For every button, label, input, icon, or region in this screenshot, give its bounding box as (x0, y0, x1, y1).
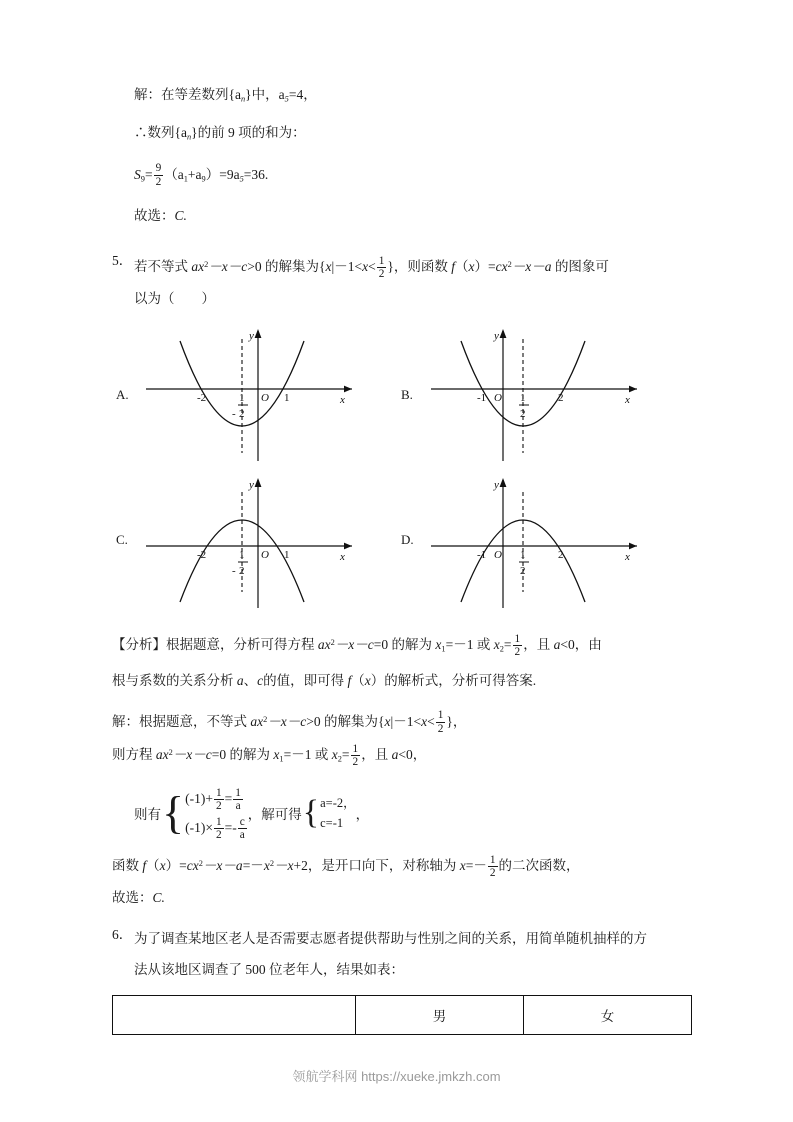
sol5-l2e: ，且 (361, 747, 392, 762)
sys-eq1-frac2 (233, 787, 243, 813)
solution4-line1-sub: n (240, 94, 246, 104)
sys-eq2-f1n: 1 (215, 815, 222, 828)
analysis-frac-den: 2 (514, 646, 521, 659)
q5-expr-c: cx (495, 259, 508, 275)
sol5-l3e4: －x－a (202, 858, 243, 874)
analysis-e2: －x－c (334, 637, 374, 653)
graph-option-b[interactable] (397, 321, 682, 466)
left-brace-icon: { (162, 787, 185, 839)
sys-eq2-b: =- (224, 820, 237, 836)
q5-text-c: |－1< (331, 259, 363, 275)
question6-body (134, 923, 682, 985)
svg-text:2: 2 (558, 392, 564, 405)
sol5-l3e1: f (142, 858, 147, 874)
analysis-l2a: 根与系数的关系分析 (112, 672, 237, 688)
formula-eq: = (144, 166, 153, 182)
solution4-line1 (112, 78, 682, 116)
svg-text:2: 2 (558, 549, 564, 562)
graph-a-label: A. (116, 387, 129, 403)
sol5-l1e3: x (384, 713, 391, 729)
table-header-female: 女 (524, 995, 692, 1034)
analysis-l2e2: c (257, 672, 264, 688)
left-brace-2-icon: { (302, 794, 320, 832)
sol5-l1e: }， (446, 713, 467, 729)
q5-text-e: }，则函数 (387, 259, 452, 275)
svg-text:-2: -2 (197, 549, 207, 562)
svg-text:x: x (340, 551, 345, 564)
sol5-l2e5: a (391, 747, 399, 762)
analysis-tag: 【分析】 (112, 637, 166, 653)
sol5-l3g: 的二次函数， (498, 858, 580, 874)
solution4-line2 (112, 116, 682, 154)
q5-expr-x2: x (362, 259, 369, 275)
footer-watermark: 领航学科网 https://xueke.jmkzh.com (292, 1069, 501, 1084)
sys-eq2-frac2 (238, 816, 247, 842)
analysis-t4: = (503, 637, 512, 653)
q5-expr-c-sup: 2 (507, 259, 512, 269)
q5-expr-x3: x (468, 259, 475, 275)
solution4-answer (112, 199, 682, 233)
system-eq-1 (185, 784, 248, 813)
sol5-l2e3-sub: 1 (279, 754, 284, 764)
table-row (113, 995, 692, 1034)
analysis-t5: ，且 (523, 637, 554, 653)
sol5-l1e1: ax (250, 713, 264, 729)
sol5-l1-frac-den: 2 (437, 722, 444, 735)
svg-text:y: y (494, 330, 499, 343)
sol5-l3-frac-den: 2 (489, 867, 496, 880)
svg-text:-2: -2 (197, 392, 207, 405)
solution4-formula (112, 155, 682, 199)
sys-eq1-frac1 (214, 787, 224, 813)
sol5-l2c: =－1 或 (283, 747, 332, 762)
sol5-l2d: = (341, 747, 350, 762)
sol5-l3a: 函数 (112, 858, 143, 874)
analysis-t1: 根据题意，分析可得方程 (166, 637, 318, 653)
sol5-l3d: =－ (242, 858, 264, 874)
sys-eq1-f2n: 1 (235, 786, 241, 799)
svg-text:-1: -1 (477, 392, 487, 405)
sol5-l1e2: －x－c (267, 713, 307, 729)
sys-eq1-b: = (224, 791, 233, 807)
sol5-l2b: =0 的解为 (211, 747, 274, 762)
survey-table (112, 995, 692, 1035)
analysis-block (112, 627, 682, 665)
sol5-l1d: < (427, 713, 435, 729)
q5-text-h: 的图象可 (551, 259, 609, 275)
sys-prefix: 则有 (134, 807, 161, 823)
document-content (112, 78, 682, 1035)
svg-text:x: x (625, 551, 630, 564)
table-header-blank (113, 995, 356, 1034)
sol5-l2e4-sub: 2 (337, 754, 342, 764)
sol5-l1a: 解：根据题意，不等式 (112, 713, 251, 729)
solution5-system (112, 784, 682, 842)
solution4-line1-end: =4， (288, 87, 317, 102)
svg-text:O: O (261, 392, 269, 405)
svg-text:y: y (249, 330, 254, 343)
sol5-l3e6: －x (274, 858, 294, 874)
sol5-l2f: <0， (398, 747, 427, 762)
solution5-line3 (112, 848, 682, 881)
graph-a-plot (140, 321, 370, 466)
sol5-l2e2: －x－c (172, 747, 212, 762)
svg-text:O: O (494, 549, 502, 562)
analysis-line2 (112, 665, 682, 696)
q6-line1: 为了调查某地区老人是否需要志愿者提供帮助与性别之间的关系，用简单随机抽样的方 (134, 930, 647, 946)
sys-eq2-a: (-1)× (185, 820, 213, 836)
sys-eq2-f2d: a (239, 829, 245, 842)
solution5-answer-label: 故选： (112, 889, 153, 905)
solution5-answer-choice: C. (152, 889, 165, 905)
q5-expr-a: ax (191, 259, 205, 275)
formula-frac-den: 2 (155, 175, 162, 188)
solution4-answer-choice: C. (174, 207, 187, 223)
q5-expr-x: x (325, 259, 332, 275)
sol5-l3e5: x (263, 858, 270, 874)
question6-number: 6． (112, 926, 133, 942)
solution4-line2-sub: n (186, 132, 192, 142)
sol5-l2-frac-den: 2 (352, 755, 359, 768)
question6 (112, 923, 682, 985)
svg-text:1: 1 (284, 549, 290, 562)
svg-text:x: x (625, 394, 630, 407)
q5-expr-b: －x－c (208, 259, 248, 275)
system-eq-2 (185, 813, 248, 842)
analysis-t2: =0 的解为 (373, 637, 436, 653)
analysis-t3: =－1 或 (445, 637, 494, 653)
sol5-l2e3: x (273, 747, 280, 762)
sys-suffix: ， (355, 807, 370, 823)
q5-text-f: （ (455, 259, 469, 275)
q5-frac-num: 1 (378, 254, 385, 267)
formula-S: S (134, 166, 141, 182)
solution5-line1 (112, 704, 682, 737)
formula-plus: +a (187, 166, 202, 182)
graph-row-2 (112, 470, 682, 615)
graph-c-plot (140, 470, 370, 615)
formula-close: ）=9a (205, 166, 240, 182)
q5-fraction (377, 255, 387, 281)
sol5-l3-fraction (488, 854, 498, 880)
sol5-l2-frac-num: 1 (352, 742, 359, 755)
sol5-l3e2: x (159, 858, 166, 874)
formula-frac-num: 9 (155, 162, 162, 175)
q5-text-d: < (368, 259, 376, 275)
system-equations (185, 784, 248, 842)
svg-text:y: y (249, 479, 254, 492)
sys-eq1-a: (-1)+ (185, 791, 213, 807)
graph-d-plot (425, 470, 655, 615)
q5-expr-d: －x－a (511, 259, 552, 275)
sys-eq1-f2d: a (233, 799, 243, 812)
sol5-l3c: ）= (165, 858, 187, 874)
sys-eq2-f2n: c (239, 815, 245, 828)
sol5-l3e: +2，是开口向下，对称轴为 (293, 858, 460, 874)
sol5-l1c: |－1< (390, 713, 422, 729)
table-header-male: 男 (356, 995, 524, 1034)
q5-frac-den: 2 (378, 268, 385, 281)
svg-text:x: x (340, 394, 345, 407)
analysis-l2e: ）的解析式，分析可得答案. (370, 672, 537, 688)
q6-line2: 法从该地区调查了 500 位老年人，结果如表： (134, 961, 404, 977)
question5-number: 5． (112, 252, 133, 268)
svg-text:-1: -1 (477, 549, 487, 562)
analysis-e3-sub: 1 (441, 644, 446, 654)
analysis-e3: x (435, 637, 442, 653)
formula-paren: （a (164, 166, 184, 182)
sol5-l3f: =－ (465, 858, 487, 874)
formula-a5-sub: 5 (239, 173, 244, 183)
graph-c-label: C. (116, 532, 128, 548)
solution5-line2 (112, 737, 682, 775)
sol5-l3e3: cx (186, 858, 199, 874)
svg-text:1: 1 (284, 392, 290, 405)
svg-text:2: 2 (239, 408, 245, 421)
question5-body (134, 249, 682, 315)
q5-text-g: ）= (474, 259, 496, 275)
sol5-l3-frac-num: 1 (489, 854, 496, 867)
sol5-l3b: （ (146, 858, 160, 874)
svg-text:2: 2 (520, 408, 526, 421)
question5 (112, 249, 682, 315)
graph-option-c[interactable] (112, 470, 397, 615)
analysis-e5: a (553, 637, 561, 653)
sol5-l3e5-sup: 2 (269, 859, 274, 869)
q5-expr-f: f (451, 259, 456, 275)
sol5-l2-fraction (351, 743, 361, 769)
q5-line2: 以为（ ） (134, 291, 215, 307)
solution4-line1-text: 解：在等差数列{a (134, 87, 241, 102)
formula-S-sub: 9 (140, 173, 145, 183)
analysis-l2e1: a (236, 672, 244, 688)
sys-eq1-f1n: 1 (215, 786, 222, 799)
sol5-l2e1: ax (155, 747, 169, 762)
sol5-l3e3-sup: 2 (198, 859, 203, 869)
formula-fraction (154, 162, 164, 188)
analysis-l2e3: f (347, 672, 352, 688)
svg-text:-: - (232, 565, 236, 578)
sys-eq1-f1d: 2 (215, 800, 222, 813)
analysis-l2b: 、 (243, 672, 258, 688)
sys-eq2-f1d: 2 (215, 829, 222, 842)
formula-a9-sub: 9 (201, 173, 206, 183)
formula-result: =36. (243, 166, 269, 182)
analysis-e4: x (493, 637, 500, 653)
sol5-l1e1-sup: 2 (263, 714, 268, 724)
svg-text:y: y (494, 479, 499, 492)
q5-expr-a-sup: 2 (204, 259, 209, 269)
graph-d-label: D. (401, 532, 414, 548)
solution4-line1-sub2: 5 (284, 94, 289, 104)
system-results (320, 793, 356, 833)
q5-text-b: >0 的解集为{ (247, 259, 326, 275)
formula-a1-sub: 1 (183, 173, 188, 183)
svg-text:O: O (494, 392, 502, 405)
analysis-e4-sub: 2 (499, 644, 504, 654)
analysis-frac-num: 1 (514, 632, 521, 645)
system-result-1: a=-2， (320, 796, 356, 811)
solution4-line2-b: }的前 9 项的和为： (191, 125, 306, 141)
solution4-line2-a: ∴数列{a (134, 125, 187, 141)
analysis-t6: <0，由 (560, 637, 602, 653)
sol5-l1-fraction (436, 709, 446, 735)
svg-text:2: 2 (239, 565, 245, 578)
sol5-l2e1-sup: 2 (168, 747, 173, 757)
q5-text-a: 若不等式 (134, 259, 192, 275)
svg-text:1: 1 (239, 392, 245, 405)
sol5-l1-frac-num: 1 (437, 709, 444, 722)
graph-option-d[interactable] (397, 470, 682, 615)
graph-b-plot (425, 321, 655, 466)
solution5-answer (112, 882, 682, 913)
svg-text:O: O (261, 549, 269, 562)
svg-text:-: - (232, 408, 236, 421)
sol5-l2e4: x (331, 747, 338, 762)
sol5-l1b: >0 的解集为{ (306, 713, 385, 729)
sys-eq2-frac1 (214, 816, 224, 842)
svg-text:2: 2 (520, 565, 526, 578)
sol5-l2a: 则方程 (112, 747, 156, 762)
graph-b-label: B. (401, 387, 413, 403)
svg-text:1: 1 (520, 549, 526, 562)
graph-options (112, 321, 682, 615)
solution4-answer-label: 故选： (134, 207, 175, 223)
analysis-l2d: （ (351, 672, 365, 688)
sys-mid: ，解可得 (247, 807, 302, 823)
analysis-l2e4: x (364, 672, 371, 688)
analysis-e1-sup: 2 (330, 638, 335, 648)
graph-option-a[interactable] (112, 321, 397, 466)
sol5-l1e4: x (421, 713, 428, 729)
sol5-l3e7: x (459, 858, 466, 874)
analysis-e1: ax (317, 637, 331, 653)
analysis-fraction (513, 633, 523, 659)
solution4-line1-mid: }中，a (245, 87, 285, 102)
svg-text:1: 1 (239, 549, 245, 562)
analysis-l2c: 的值，即可得 (263, 672, 348, 688)
system-result-2: c=-1 (320, 816, 344, 831)
graph-row-1 (112, 321, 682, 466)
svg-text:1: 1 (520, 392, 526, 405)
